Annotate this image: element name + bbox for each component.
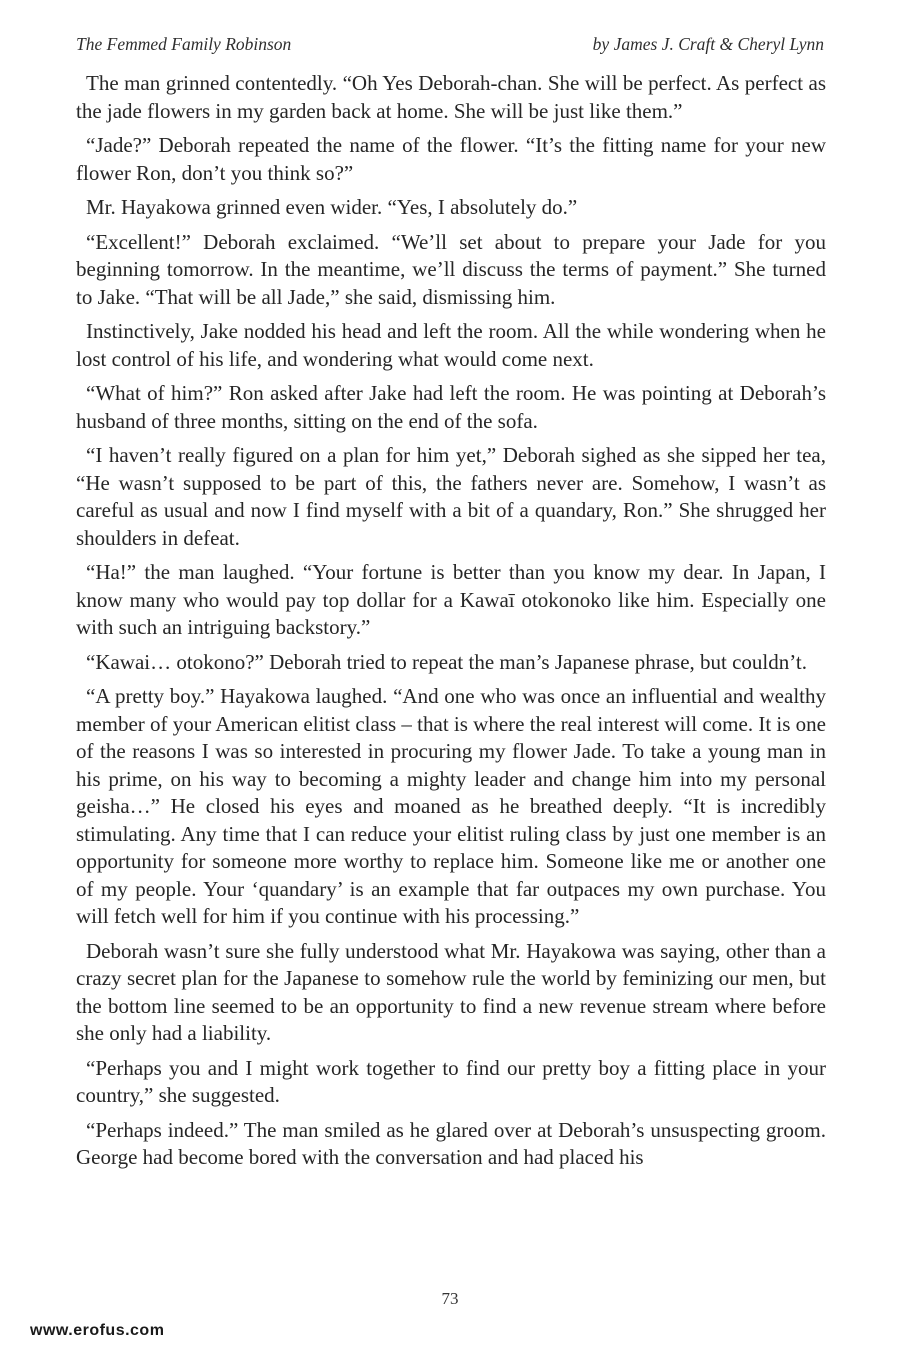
paragraph-1: The man grinned contentedly. “Oh Yes Deborah-chan. She will be perfect. As perfect as the jade flowers in my garden back at home. She will be just like them.” <box>76 71 826 123</box>
paragraph-10: “A pretty boy.” Hayakowa laughed. “And one who was once an influential and wealthy member of your American elitist class – that is where the real interest will come. It is one of the reasons I was so interested in procuring my flower Jade. To take a young man in his prime, on his way to becoming a mighty leader and change him into my personal geisha…” He closed his eyes and moaned as he breathed deeply. “It is incredibly stimulating. Any time that I can reduce your elitist ruling class by just one member is an opportunity for someone more worthy to replace him. Someone like me or another one of my people. Your ‘quandary’ is an example that far outpaces my own purchase. You will fetch well for him if you continue with his processing.” <box>76 684 826 928</box>
paragraph-8: “Ha!” the man laughed. “Your fortune is better than you know my dear. In Japan, I know many who would pay top dollar for a Kawaī otokonoko like him. Especially one with such an intriguing backstory.” <box>76 560 826 639</box>
paragraph-2: “Jade?” Deborah repeated the name of the flower. “It’s the fitting name for your new flower Ron, don’t you think so?” <box>76 133 826 185</box>
paragraph-9: “Kawai… otokono?” Deborah tried to repeat the man’s Japanese phrase, but couldn’t. <box>86 649 807 674</box>
paragraph-4: “Excellent!” Deborah exclaimed. “We’ll set about to prepare your Jade for you beginning tomorrow. In the meantime, we’ll discuss the terms of payment.” She turned to Jake. “That will be all Jade,” she said, dismissing him. <box>76 229 826 309</box>
paragraph-12: “Perhaps you and I might work together to find our pretty boy a fitting place in your country,” she suggested. <box>76 1055 826 1107</box>
paragraph-7: “I haven’t really figured on a plan for him yet,” Deborah sighed as she sipped her tea, “He wasn’t supposed to be part of this, the fathers never are. Somehow, I wasn’t as careful as usual and now I find myself with a bit of a quandary, Ron.” She shrugged her shoulders in defeat. <box>76 443 826 550</box>
site-watermark: www.erofus.com <box>30 1322 165 1339</box>
paragraph-5: Instinctively, Jake nodded his head and left the room. All the while wondering when he lost control of his life, and wondering what would come next. <box>76 319 826 371</box>
book-authors: by James J. Craft & Cheryl Lynn <box>592 34 824 54</box>
paragraph-11: Deborah wasn’t sure she fully understood what Mr. Hayakowa was saying, other than a crazy secret plan for the Japanese to somehow rule the world by feminizing our men, but the bottom line seemed to be an opportunity to find a new revenue stream where before she only had a liability. <box>76 938 826 1045</box>
paragraph-13: “Perhaps indeed.” The man smiled as he glared over at Deborah’s unsuspecting groom. George had become bored with the conversation and had placed his <box>76 1117 826 1169</box>
paragraph-3: Mr. Hayakowa grinned even wider. “Yes, I absolutely do.” <box>86 195 578 219</box>
paragraph-6: “What of him?” Ron asked after Jake had left the room. He was pointing at Deborah’s husband of three months, sitting on the end of the sofa. <box>76 381 826 433</box>
running-header <box>76 34 824 55</box>
page-number: 73 <box>441 1289 459 1308</box>
book-title: The Femmed Family Robinson <box>76 34 292 54</box>
body-text <box>76 70 826 1179</box>
